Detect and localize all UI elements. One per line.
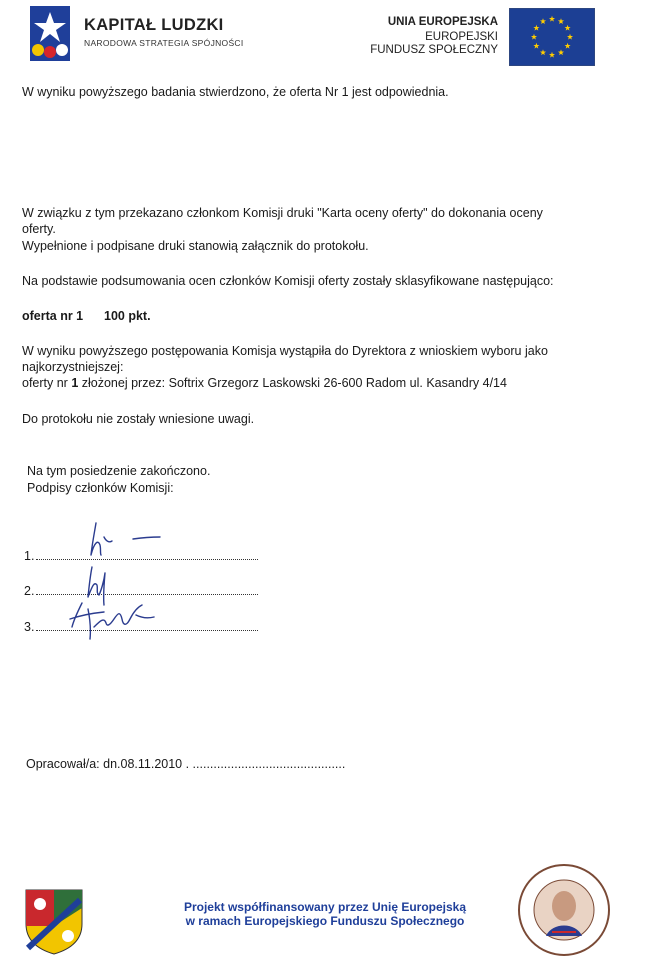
paragraph-forms-line2: oferty. [22, 222, 56, 236]
handwritten-signatures [60, 515, 170, 655]
paragraph-meeting-closed: Na tym posiedzenie zakończono. [27, 464, 211, 478]
coat-of-arms-icon [22, 886, 86, 956]
offer-ranking-points: 100 pkt. [104, 309, 151, 323]
signatures-heading: Podpisy członków Komisji: [27, 481, 174, 495]
signature-number: 3. [24, 620, 35, 634]
kapital-ludzki-title: KAPITAŁ LUDZKI [84, 16, 224, 34]
paragraph-no-remarks: Do protokołu nie zostały wniesione uwagi. [22, 412, 255, 426]
eu-fund-line1: EUROPEJSKI [425, 31, 498, 43]
prepared-by-line: Opracował/a: dn.08.11.2010 . ............................................ [26, 757, 346, 771]
eu-title: UNIA EUROPEJSKA [387, 16, 498, 28]
offer-text-pre: oferty nr [22, 376, 72, 390]
footer-cofinanced-line1: Projekt współfinansowany przez Unię Europejską [183, 900, 467, 914]
signature-3-mark [70, 603, 154, 639]
kapital-ludzki-subtitle: NARODOWA STRATEGIA SPÓJNOŚCI [84, 38, 244, 48]
eu-flag-icon [509, 8, 595, 66]
school-seal-icon [516, 862, 612, 958]
footer-cofinanced-line2: w ramach Europejskiego Funduszu Społecznego [185, 914, 465, 928]
signature-number: 1. [24, 549, 35, 563]
paragraph-classification: Na podstawie podsumowania ocen członków Komisji oferty zostały sklasyfikowane następująco: [22, 274, 554, 288]
signature-2-mark [88, 567, 105, 605]
offer-number: 1 [71, 376, 79, 390]
eu-fund-line2: FUNDUSZ SPOŁECZNY [370, 44, 498, 56]
offer-contractor: złożonej przez: Softrix Grzegorz Laskowski 26-600 Radom ul. Kasandry 4/14 [78, 376, 507, 390]
paragraph-forms-line3: Wypełnione i podpisane druki stanowią załącznik do protokołu. [22, 239, 369, 253]
paragraph-forms-line1: W związku z tym przekazano członkom Komisji druki "Karta oceny oferty" do dokonania oceny [22, 206, 543, 220]
paragraph-offer-suitable: W wyniku powyższego badania stwierdzono, że oferta Nr 1 jest odpowiednia. [22, 85, 449, 99]
signature-number: 2. [24, 584, 35, 598]
paragraph-commission-line2: najkorzystniejszej: [22, 360, 124, 374]
signature-1-mark [91, 523, 160, 555]
paragraph-commission-line3 [22, 376, 507, 390]
offer-ranking-label: oferta nr 1 [22, 309, 84, 323]
paragraph-commission-line1: W wyniku powyższego postępowania Komisja wystąpiła do Dyrektora z wnioskiem wyboru jako [22, 344, 548, 358]
kapital-ludzki-logo-icon [30, 6, 70, 61]
